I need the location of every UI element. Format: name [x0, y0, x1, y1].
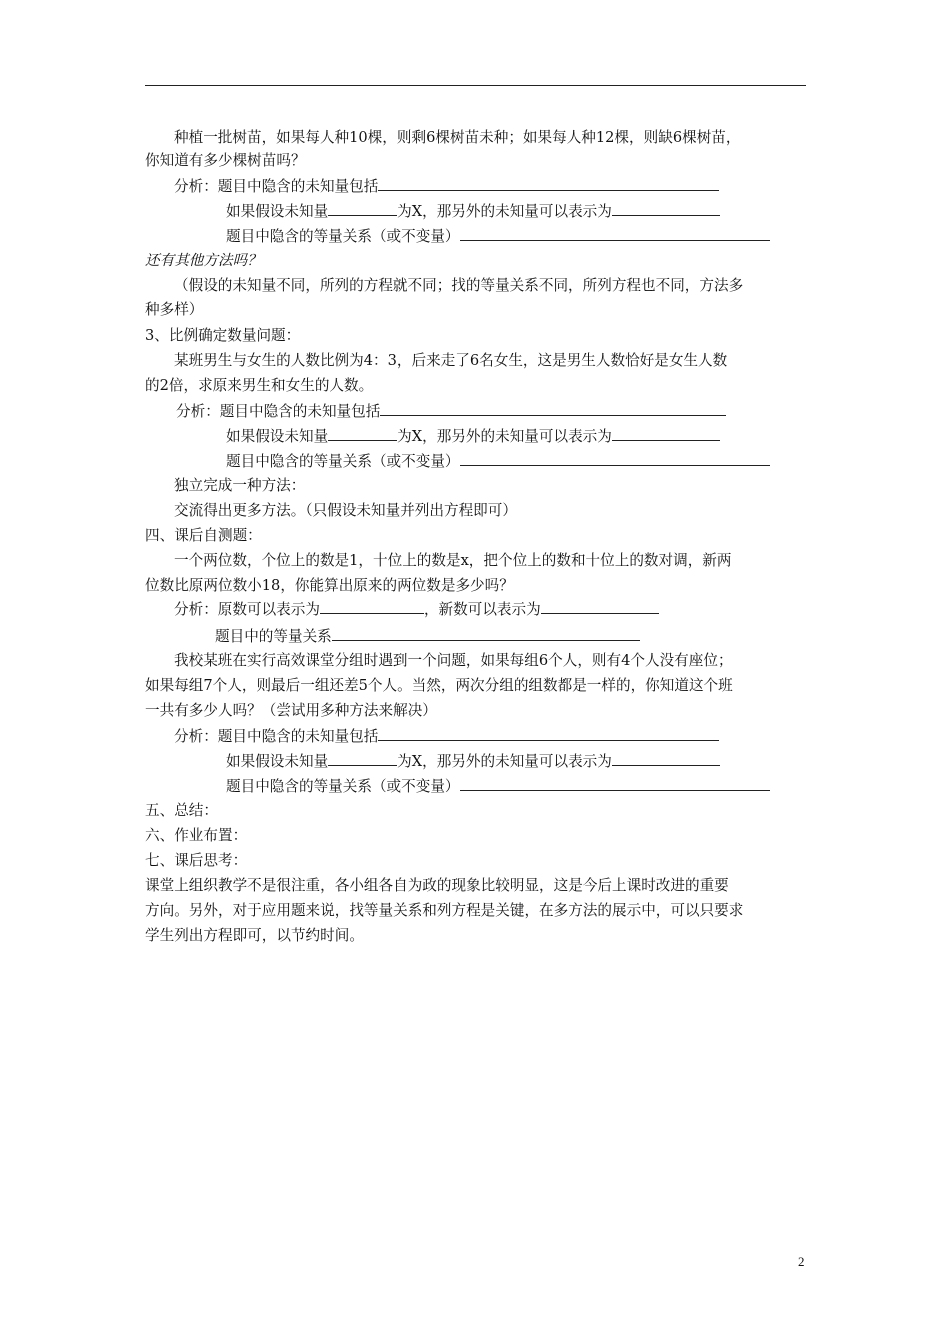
analysis-label-b: ，新数可以表示为 [423, 601, 541, 618]
q2-text-line2: 如果每组7个人，则最后一组还差5个人。当然，两次分组的组数都是一样的，你知道这个班 [145, 677, 733, 694]
problem3-relation [226, 451, 770, 472]
q1-analysis [174, 599, 659, 620]
problem2-analysis [174, 176, 719, 197]
problem2-note-line2: 种多样） [145, 301, 204, 318]
answer-blank[interactable] [328, 426, 397, 441]
answer-blank[interactable] [541, 599, 659, 614]
independent-method: 独立完成一种方法： [174, 477, 306, 494]
assume-label: 如果假设未知量 [226, 428, 329, 445]
assume-label-b: 为X，那另外的未知量可以表示为 [397, 203, 612, 220]
problem3-assume [226, 426, 720, 447]
problem3-text-line1: 某班男生与女生的人数比例为4：3，后来走了6名女生，这是男生人数恰好是女生人数 [174, 352, 728, 369]
relation-label: 题目中的等量关系 [215, 628, 332, 645]
other-methods-question: 还有其他方法吗？ [145, 252, 262, 269]
q2-text-line3: 一共有多少人吗？（尝试用多种方法来解决） [145, 702, 437, 719]
analysis-label: 分析：题目中隐含的未知量包括 [176, 403, 381, 420]
section5-heading: 五、总结： [145, 802, 218, 819]
answer-blank[interactable] [378, 726, 719, 741]
relation-label: 题目中隐含的等量关系（或不变量） [226, 778, 460, 795]
analysis-label: 分析：原数可以表示为 [174, 601, 320, 618]
problem3-text-line2: 的2倍，求原来男生和女生的人数。 [145, 377, 374, 394]
reflection-line2: 方向。另外，对于应用题来说，找等量关系和列方程是关键，在多方法的展示中，可以只要求 [145, 902, 744, 919]
problem2-text-line1: 种植一批树苗，如果每人种10棵，则剩6棵树苗未种；如果每人种12棵，则缺6棵树苗， [174, 129, 741, 146]
q1-text-line2: 位数比原两位数小18，你能算出原来的两位数是多少吗？ [145, 577, 514, 594]
problem3-heading: 3、比例确定数量问题： [145, 327, 301, 344]
answer-blank[interactable] [328, 751, 397, 766]
answer-blank[interactable] [380, 401, 726, 416]
answer-blank[interactable] [460, 776, 770, 791]
reflection-line3: 学生列出方程即可，以节约时间。 [145, 927, 364, 944]
relation-label: 题目中隐含的等量关系（或不变量） [226, 228, 460, 245]
header-rule [145, 85, 806, 86]
problem2-note-line1: （假设的未知量不同，所列的方程就不同；找的等量关系不同，所列方程也不同，方法多 [174, 277, 744, 294]
answer-blank[interactable] [328, 201, 397, 216]
q2-analysis [174, 726, 719, 747]
answer-blank[interactable] [612, 426, 720, 441]
page-number: 2 [798, 1254, 805, 1269]
relation-label: 题目中隐含的等量关系（或不变量） [226, 453, 460, 470]
q2-text-line1: 我校某班在实行高效课堂分组时遇到一个问题，如果每组6个人，则有4个人没有座位； [174, 652, 733, 669]
analysis-label: 分析：题目中隐含的未知量包括 [174, 728, 379, 745]
section7-heading: 七、课后思考： [145, 852, 248, 869]
assume-label-b: 为X，那另外的未知量可以表示为 [397, 753, 612, 770]
answer-blank[interactable] [320, 599, 424, 614]
problem2-assume [226, 201, 720, 222]
q2-relation [226, 776, 770, 797]
problem2-relation [226, 226, 770, 247]
reflection-line1: 课堂上组织教学不是很注重，各小组各自为政的现象比较明显，这是今后上课时改进的重要 [145, 877, 729, 894]
assume-label: 如果假设未知量 [226, 753, 329, 770]
q2-assume [226, 751, 720, 772]
answer-blank[interactable] [378, 176, 719, 191]
section4-heading: 四、课后自测题： [145, 527, 262, 544]
problem3-analysis [176, 401, 726, 422]
analysis-label: 分析：题目中隐含的未知量包括 [174, 178, 379, 195]
assume-label: 如果假设未知量 [226, 203, 329, 220]
section6-heading: 六、作业布置： [145, 827, 248, 844]
answer-blank[interactable] [332, 626, 640, 641]
problem2-text-line2: 你知道有多少棵树苗吗？ [145, 152, 306, 169]
answer-blank[interactable] [460, 226, 770, 241]
q1-relation [215, 626, 640, 647]
assume-label-b: 为X，那另外的未知量可以表示为 [397, 428, 612, 445]
answer-blank[interactable] [460, 451, 770, 466]
answer-blank[interactable] [612, 201, 720, 216]
exchange-methods: 交流得出更多方法。（只假设未知量并列出方程即可） [174, 502, 517, 519]
q1-text-line1: 一个两位数，个位上的数是1，十位上的数是x，把个位上的数和十位上的数对调，新两 [174, 552, 732, 569]
answer-blank[interactable] [612, 751, 720, 766]
